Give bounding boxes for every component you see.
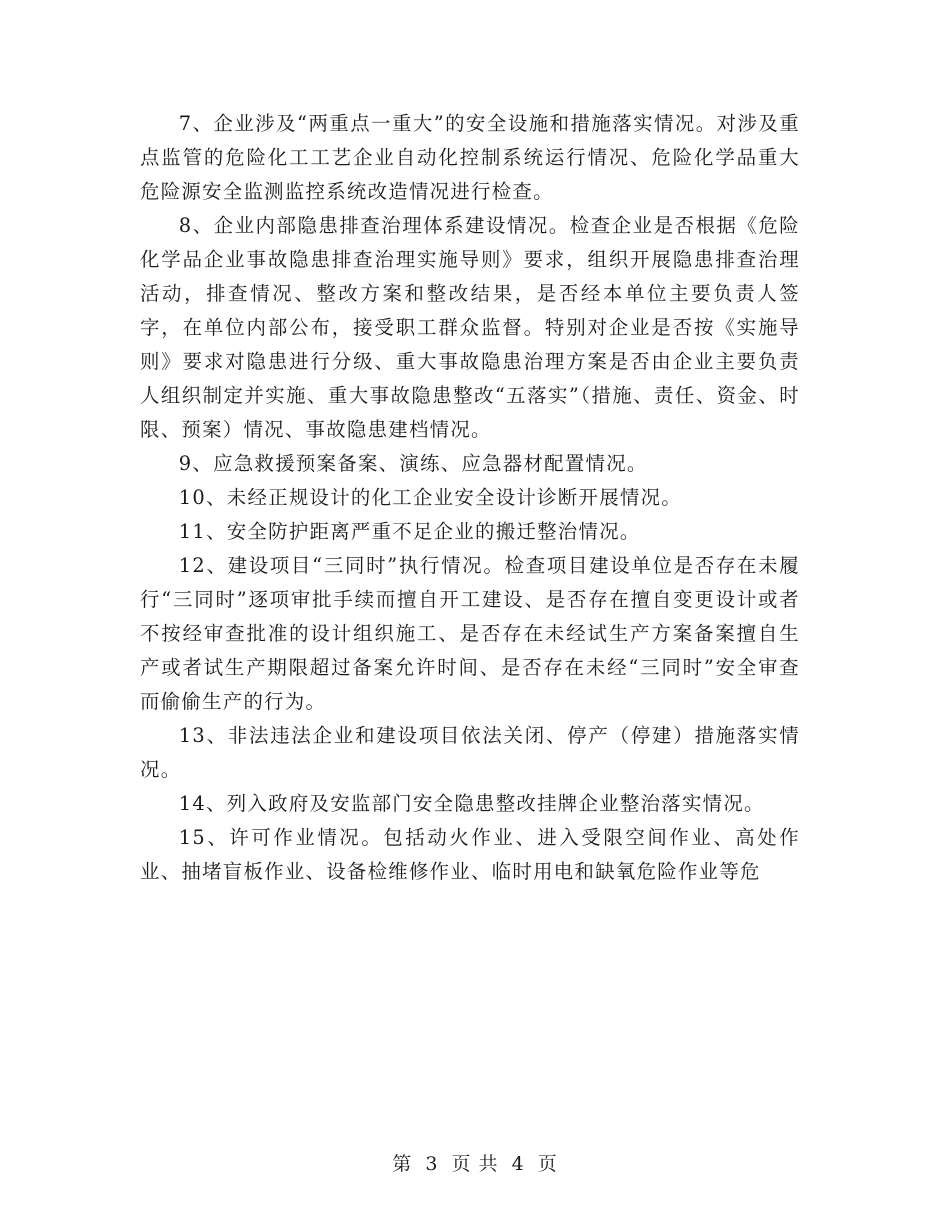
total-page-count: 4 [511, 1153, 525, 1175]
paragraph-item-10: 10、未经正规设计的化工企业安全设计诊断开展情况。 [178, 486, 682, 509]
paragraph-item-8: 8、企业内部隐患排查治理体系建设情况。检查企业是否根据《危险化学品企业事故隐患排查治理实施导则》要求，组织开展隐患排查治理活动，排查情况、整改方案和整改结果，是否经本单位主要负责人签字，在单位内部公布，接受职工群众监督。特别对企业是否按《实施导则》要求对隐患进行分级、重大事故隐患治理方案是否由企业主要负责人组织制定并实施、重大事故隐患整改“五落实”（措施、责任、资金、时限、预案）情况、事故隐患建档情况。 [140, 214, 800, 441]
footer-middle: 页 共 [451, 1153, 499, 1175]
paragraph-item-11: 11、安全防护距离严重不足企业的搬迁整治情况。 [178, 520, 641, 543]
current-page-number: 3 [425, 1153, 439, 1175]
footer-prefix: 第 [392, 1153, 413, 1175]
paragraph-item-7: 7、企业涉及“两重点一重大”的安全设施和措施落实情况。对涉及重点监管的危险化工工艺企业自动化控制系统运行情况、危险化学品重大危险源安全监测监控系统改造情况进行检查。 [140, 112, 800, 203]
paragraph-item-14: 14、列入政府及安监部门安全隐患整改挂牌企业整治落实情况。 [178, 792, 765, 815]
paragraph-item-9: 9、应急救援预案备案、演练、应急器材配置情况。 [178, 452, 648, 475]
page-footer [0, 1152, 950, 1176]
paragraph-item-15: 15、许可作业情况。包括动火作业、进入受限空间作业、高处作业、抽堵盲板作业、设备检维修作业、临时用电和缺氧危险作业等危 [140, 826, 800, 883]
paragraph-item-12: 12、建设项目“三同时”执行情况。检查项目建设单位是否存在未履行“三同时”逐项审批手续而擅自开工建设、是否存在擅自变更设计或者不按经审查批准的设计组织施工、是否存在未经试生产方案备案擅自生产或者试生产期限超过备案允许时间、是否存在未经“三同时”安全审查而偷偷生产的行为。 [140, 554, 800, 713]
paragraph-item-13: 13、非法违法企业和建设项目依法关闭、停产（停建）措施落实情况。 [140, 724, 800, 781]
footer-suffix: 页 [537, 1153, 558, 1175]
document-body [140, 107, 800, 889]
